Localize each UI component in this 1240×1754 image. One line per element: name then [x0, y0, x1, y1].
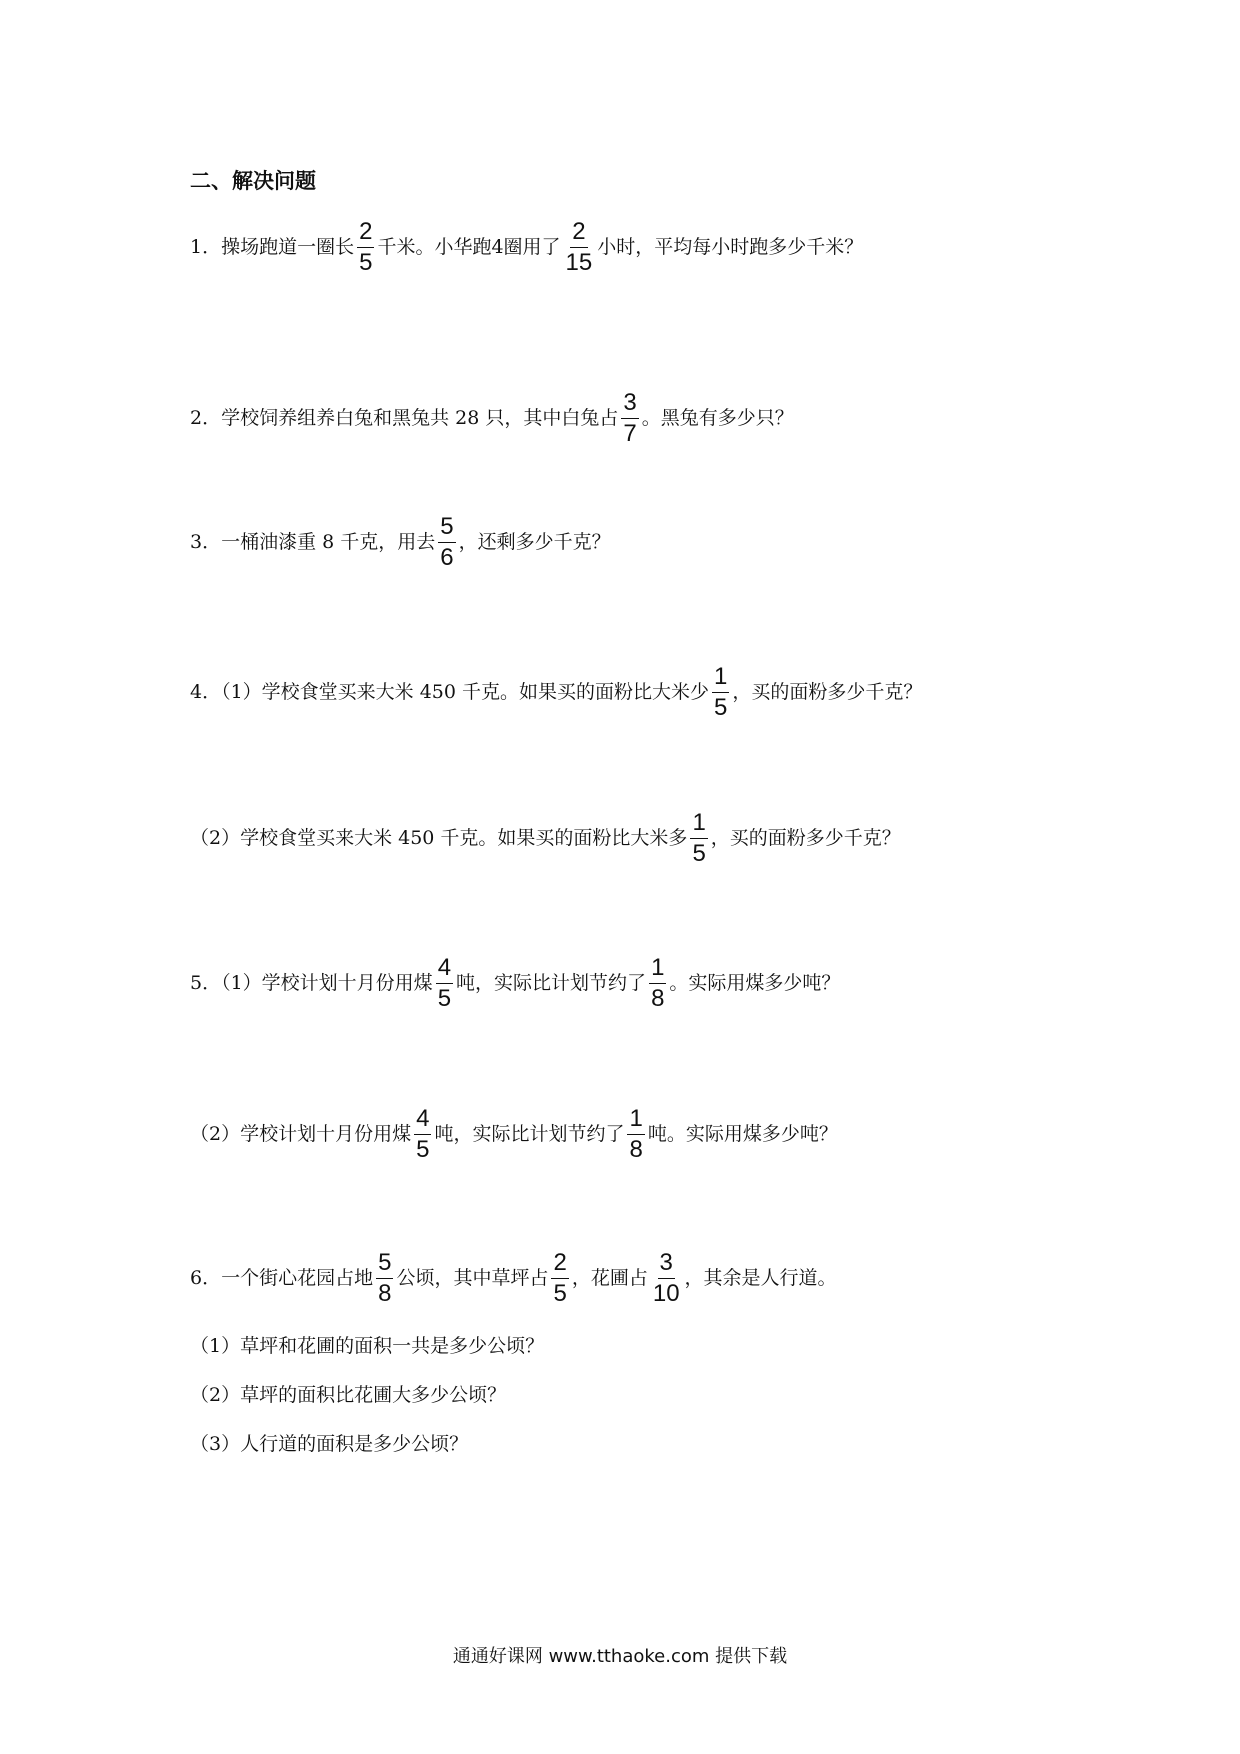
denominator: 6 — [440, 543, 454, 571]
q6-text-d: ，其余是人行道。 — [684, 1266, 837, 1289]
q1-text-b: 千米。小华跑4圈用了 — [377, 235, 561, 258]
numerator: 1 — [649, 955, 666, 983]
numerator: 1 — [712, 664, 729, 692]
q4-2-text-a: （2）学校食堂买来大米 450 千克。如果买的面粉比大米多 — [190, 826, 688, 849]
denominator: 5 — [692, 839, 706, 867]
question-6-sub-2: （2）草坪的面积比花圃大多少公顷？ — [190, 1383, 507, 1406]
numerator: 2 — [551, 1250, 568, 1278]
q5-2-text-c: 吨。实际用煤多少吨？ — [647, 1122, 838, 1145]
numerator: 1 — [627, 1106, 644, 1134]
q5-2-text-b: 吨，实际比计划节约了 — [434, 1122, 625, 1145]
fraction — [376, 1250, 393, 1305]
fraction — [357, 219, 374, 274]
q1-text-a: 1．操场跑道一圈长 — [190, 235, 355, 258]
numerator: 2 — [570, 219, 587, 247]
q6-text-b: 公顷，其中草坪占 — [396, 1266, 549, 1289]
denominator: 7 — [623, 419, 637, 447]
question-4-part-1 — [190, 664, 922, 720]
question-6-sub-1: （1）草坪和花圃的面积一共是多少公顷？ — [190, 1334, 545, 1357]
denominator: 10 — [652, 1279, 680, 1307]
denominator: 5 — [437, 984, 452, 1012]
question-4-part-2 — [190, 810, 901, 866]
q6-text-c: ，花圃占 — [571, 1266, 648, 1289]
q5-2-text-a: （2）学校计划十月份用煤 — [190, 1122, 412, 1145]
numerator: 2 — [357, 219, 374, 247]
denominator: 5 — [416, 1135, 430, 1163]
numerator: 3 — [621, 390, 638, 418]
question-6 — [190, 1250, 837, 1306]
numerator: 4 — [436, 955, 453, 983]
denominator: 5 — [359, 248, 373, 276]
numerator: 1 — [690, 810, 707, 838]
denominator: 15 — [565, 248, 593, 276]
q4-1-text-a: 4．（1）学校食堂买来大米 450 千克。如果买的面粉比大米少 — [190, 680, 710, 703]
q1-text-c: 小时，平均每小时跑多少千米？ — [597, 235, 864, 258]
denominator: 8 — [629, 1135, 643, 1163]
numerator: 5 — [376, 1250, 393, 1278]
fraction — [551, 1250, 568, 1305]
question-5-part-2 — [190, 1106, 838, 1162]
q5-1-text-b: 吨，实际比计划节约了 — [456, 971, 647, 994]
denominator: 5 — [714, 693, 728, 721]
numerator: 5 — [438, 514, 455, 542]
q5-1-text-c: 。实际用煤多少吨？ — [669, 971, 841, 994]
footer-credit: 通通好课网 www.tthaoke.com 提供下载 — [452, 1646, 788, 1667]
q3-text-a: 3．一桶油漆重 8 千克，用去 — [190, 530, 436, 553]
q4-2-text-b: ，买的面粉多少千克？ — [710, 826, 901, 849]
denominator: 5 — [553, 1279, 567, 1307]
question-6-sub-3: （3）人行道的面积是多少公顷？ — [190, 1432, 469, 1455]
q5-1-text-a: 5．（1）学校计划十月份用煤 — [190, 971, 433, 994]
numerator: 4 — [414, 1106, 431, 1134]
section-title: 二、解决问题 — [190, 169, 316, 193]
q2-text-a: 2．学校饲养组养白兔和黑兔共 28 只，其中白兔占 — [190, 406, 619, 429]
fraction — [649, 955, 666, 1010]
q4-1-text-b: ，买的面粉多少千克？ — [732, 680, 923, 703]
q2-text-b: 。黑兔有多少只？ — [641, 406, 794, 429]
fraction — [564, 219, 595, 274]
fraction — [621, 390, 638, 445]
question-5-part-1 — [190, 955, 840, 1011]
q6-text-a: 6．一个街心花园占地 — [190, 1266, 374, 1289]
numerator: 3 — [658, 1250, 675, 1278]
fraction — [414, 1106, 431, 1161]
fraction — [690, 810, 707, 865]
fraction — [436, 955, 453, 1010]
fraction — [651, 1250, 682, 1305]
denominator: 8 — [651, 984, 665, 1012]
fraction — [438, 514, 455, 569]
q3-text-b: ，还剩多少千克？ — [458, 530, 611, 553]
fraction — [712, 664, 729, 719]
question-2 — [190, 390, 794, 446]
question-3 — [190, 514, 611, 570]
question-1 — [190, 219, 863, 275]
denominator: 8 — [378, 1279, 392, 1307]
fraction — [627, 1106, 644, 1161]
